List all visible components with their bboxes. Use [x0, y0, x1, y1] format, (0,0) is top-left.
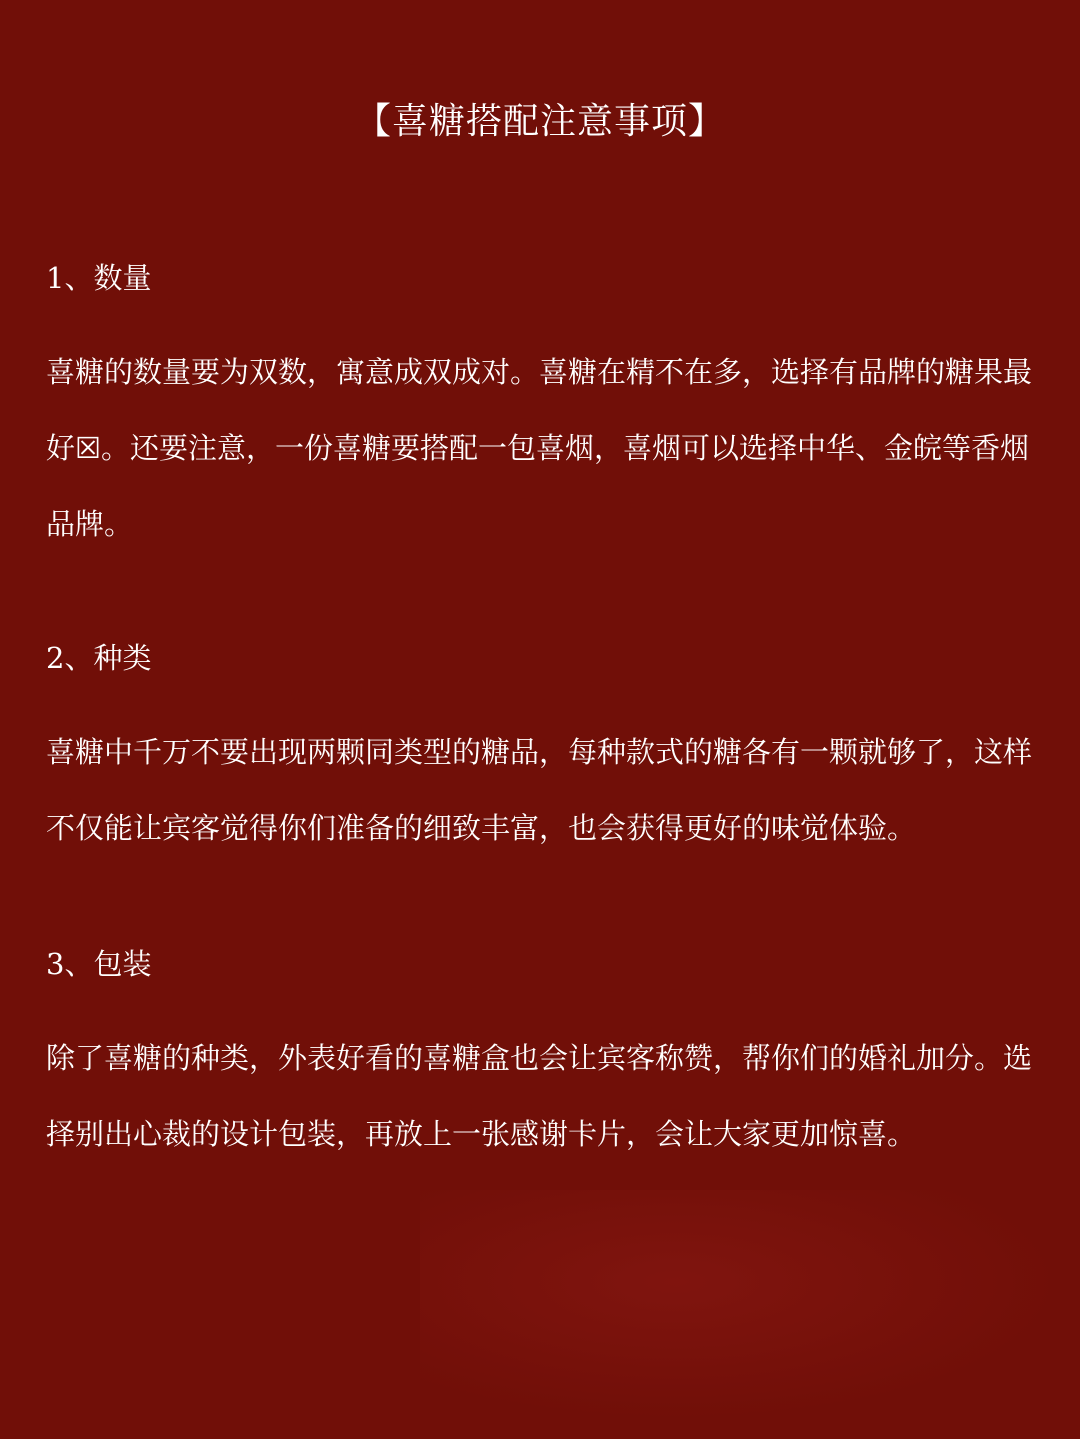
- section-packaging: [46, 944, 1036, 1172]
- background-blur-decoration: [420, 1190, 1060, 1420]
- section-body: 除了喜糖的种类，外表好看的喜糖盒也会让宾客称赞，帮你们的婚礼加分。选择别出心裁的设计包装，再放上一张感谢卡片，会让大家更加惊喜。: [46, 1041, 1033, 1151]
- page-title: 【喜糖搭配注意事项】: [354, 101, 725, 142]
- section-body: 喜糖中千万不要出现两颗同类型的糖品，每种款式的糖各有一颗就够了，这样不仅能让宾客觉得你们准备的细致丰富，也会获得更好的味觉体验。: [46, 735, 1033, 845]
- section-heading: 1、数量: [46, 261, 152, 295]
- section-variety: [46, 638, 1036, 866]
- section-quantity: [46, 258, 1036, 562]
- section-heading: 2、种类: [46, 641, 152, 675]
- section-heading: 3、包装: [46, 947, 152, 981]
- section-body: 喜糖的数量要为双数，寓意成双成对。喜糖在精不在多，选择有品牌的糖果最好☒。还要注意，一份喜糖要搭配一包喜烟，喜烟可以选择中华、金皖等香烟品牌。: [46, 355, 1033, 541]
